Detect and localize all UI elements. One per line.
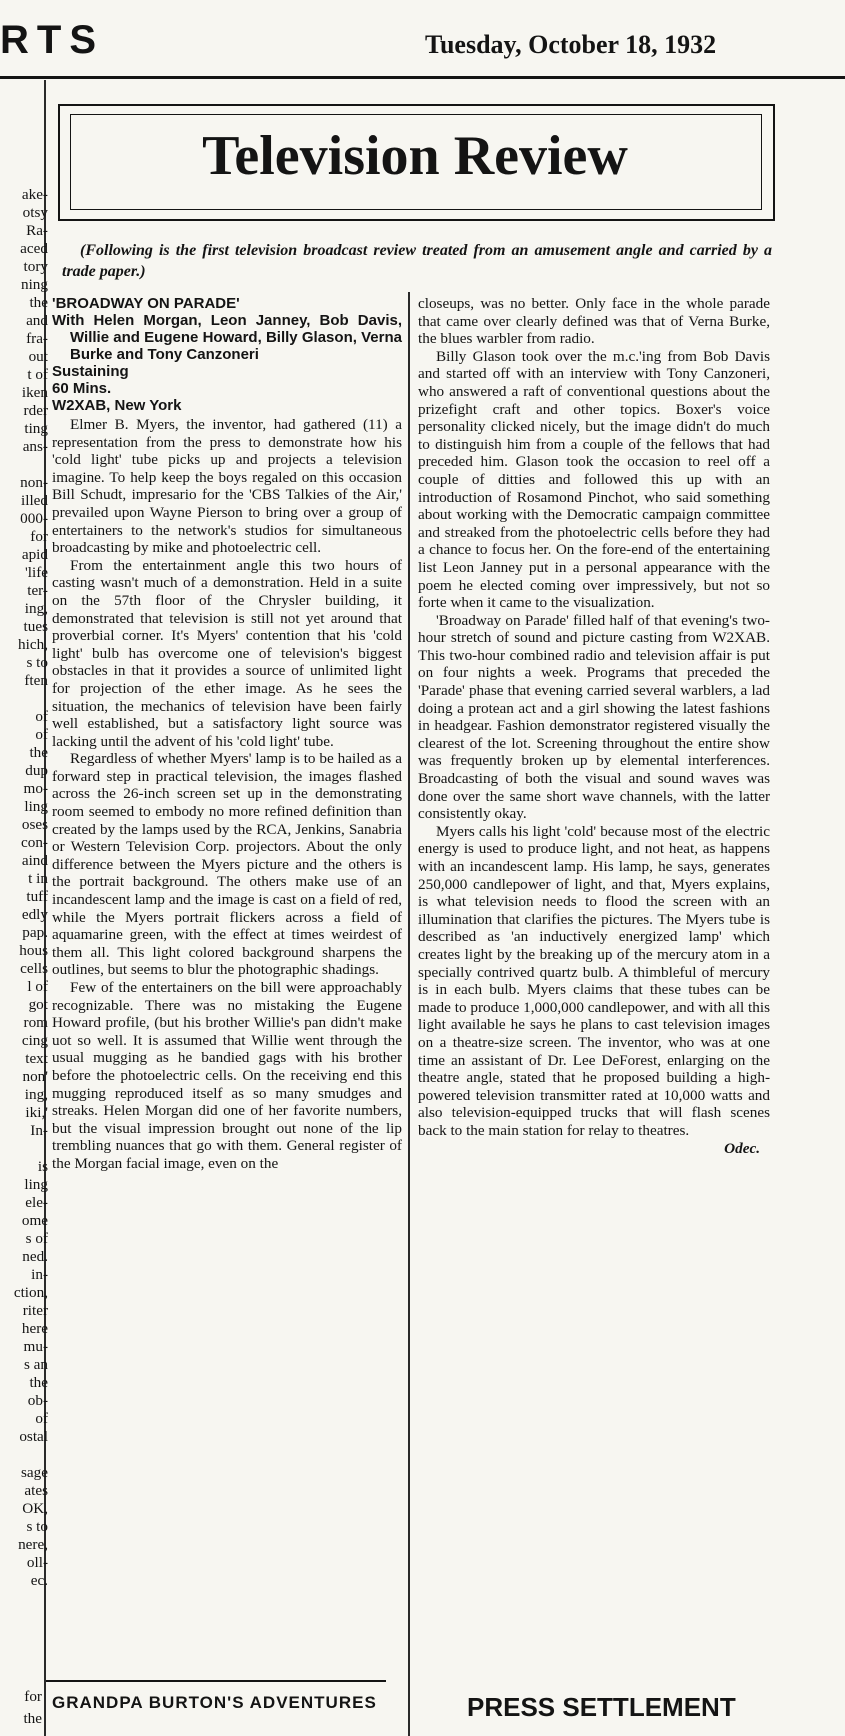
article-title: Television Review	[202, 125, 628, 187]
issue-date: Tuesday, October 18, 1932	[425, 30, 717, 59]
fragment-line: s to	[26, 654, 48, 671]
fragment-line: t of	[27, 366, 48, 383]
paragraph: closeups, was no better. Only face in the whole parade that came over clearly defined was that of Verna Burke, the blues warbler from radio.	[418, 295, 770, 348]
fragment-line: oses	[21, 816, 48, 833]
review-heading	[52, 295, 402, 414]
header-rule	[0, 76, 845, 79]
fragment-line: riter	[22, 1302, 48, 1319]
author-signature: Odec.	[724, 1139, 760, 1157]
fragment-line: otsy	[22, 204, 48, 221]
fragment-line: tuff	[26, 888, 48, 905]
fragment-line: in-	[31, 1266, 48, 1283]
fragment-line: non-	[20, 474, 48, 491]
fragment-line: aind	[21, 852, 48, 869]
press-settlement-heading: PRESS SETTLEMENT	[467, 1692, 736, 1722]
fragment-line: of	[35, 726, 48, 743]
fragment-line: Ra-	[26, 222, 48, 239]
paragraph: From the entertainment angle this two hours of casting wasn't much of a demonstration. Held in a suite on the 57th floor of the Chrysler building, it demonstrated that television is still not yet around that proverbial corner. It's Myers' contention that his 'cold light' bulb has overcome one of television's biggest obstacles in that it provides a source of unlimited light for projection of the ether image. As he sees the situation, the mechanics of television have been fairly well established, but a satisfactory light source was lacking until the advent of his 'cold light' tube.	[52, 556, 402, 750]
fragment-line: here	[21, 1320, 48, 1337]
fragment-line: tues	[23, 618, 48, 635]
fragment-line: rder	[23, 402, 48, 419]
fragment-line: non'	[22, 1068, 48, 1085]
fragment-line: ling	[24, 798, 48, 815]
fragment-line: 'life	[25, 564, 48, 581]
fragment-line: ction,	[13, 1284, 48, 1301]
fragment-line: s of	[25, 1230, 48, 1247]
fragment-line: dup	[25, 762, 48, 779]
fragment-line: iken	[21, 384, 48, 401]
fragment-line: text	[25, 1050, 48, 1067]
fragment-line: for	[24, 1688, 42, 1705]
fragment-line: for	[30, 528, 48, 545]
fragment-line: l of	[27, 978, 48, 995]
fragment-line: hous	[19, 942, 48, 959]
fragment-line: ob-	[27, 1392, 48, 1409]
paragraph: Elmer B. Myers, the inventor, had gathered (11) a representation from the press to demonstrate how his 'cold light' tube picks up and projects a television imagine. To help keep the boys regaled on this occasion Bill Schudt, impresario for the 'CBS Talkies of the Air,' prevailed upon Wayne Pierson to bring over a group of entertainers to the network's studios for simultaneous broadcasting by mike and photoelectric cell.	[52, 416, 402, 557]
next-article-heading: GRANDPA BURTON'S ADVENTURES	[52, 1693, 377, 1712]
fragment-line: ates	[24, 1482, 48, 1499]
fragment-line: ned.	[22, 1248, 48, 1265]
fragment-line: the	[29, 1374, 48, 1391]
fragment-line: of	[35, 1410, 48, 1427]
show-duration: 60 Mins.	[52, 380, 112, 397]
section-header: RTS	[0, 18, 104, 62]
paragraph: Few of the entertainers on the bill were approachably recognizable. There was no mistaking the Eugene Howard profile, (but his brother Willie's pan didn't make uot so well. It is assumed that Willie went through the usual mugging as he bandied gags with his brother before the photoelectric cells. On the receiving end this mugging reproduced itself as so many smudges and streaks. Helen Morgan did one of her favorite numbers, but the visual impression brought out none of the lip trembling nuances that go with them. General register of the Morgan facial image, even on the	[52, 979, 402, 1172]
column-rule-middle	[408, 292, 410, 1736]
fragment-line: rom	[23, 1014, 48, 1031]
fragment-line: the	[29, 744, 48, 761]
article-column-2	[418, 295, 770, 1157]
article-column-1	[52, 295, 402, 1173]
fragment-line: ake-	[21, 186, 48, 203]
fragment-line: ning	[20, 276, 48, 293]
fragment-line: aced	[20, 240, 48, 257]
fragment-line: and	[26, 312, 48, 329]
fragment-line: is	[37, 1158, 48, 1175]
fragment-line: ele-	[25, 1194, 48, 1211]
fragment-line: of	[35, 708, 48, 725]
fragment-line: the	[23, 1710, 42, 1727]
fragment-line: tory	[23, 258, 48, 275]
fragment-line: hich,	[18, 636, 48, 653]
bottom-left-fragments	[0, 1686, 42, 1730]
fragment-line: ften	[24, 672, 48, 689]
fragment-line: ing,	[24, 1086, 48, 1103]
paragraph: Billy Glason took over the m.c.'ing from Bob Davis and started off with an interview with Tony Canzoneri, who answered a raft of conventional questions about the prizefight craft and other topics. Boxer's voice personality clicked nicely, but the image didn't do much to distinguish him from a couple of the fellows that had preceded him. Glason took the occasion to reel off a couple of ditties and followed this up with an introduction of Rosamond Pinchot, who said something about working with the Democratic campaign committee and streaked from the photoelectric cells before they had a chance to focus her. On the fore-end of the entertaining list Leon Janney put in a personal appearance with the poem he elected coming over impressively, but not so forte when it came to the visualization.	[418, 347, 770, 612]
fragment-line: s to	[26, 1518, 48, 1535]
fragment-line: In-	[30, 1122, 48, 1139]
fragment-line: con-	[21, 834, 48, 851]
fragment-line: oll-	[26, 1554, 48, 1571]
fragment-line: mu-	[23, 1338, 48, 1355]
show-sponsor: Sustaining	[52, 363, 129, 380]
bottom-rule	[46, 1680, 386, 1682]
fragment-line: sage	[21, 1464, 48, 1481]
fragment-line: t in	[28, 870, 48, 887]
fragment-line: OK,	[22, 1500, 48, 1517]
fragment-line: apid	[21, 546, 48, 563]
fragment-line: ting	[24, 420, 48, 437]
fragment-line: s an	[23, 1356, 48, 1373]
fragment-line: iki,'	[25, 1104, 48, 1121]
fragment-line: out	[28, 348, 48, 365]
paragraph: Regardless of whether Myers' lamp is to be hailed as a forward step in practical television, the images flashed across the 26-inch screen set up in the demonstrating room seemed to embody no more refined definition than created by the lamps used by the RCA, Jenkins, Sanabria or Western Television Corp. projectors. About the only difference between the Myers picture and the others is the portrait background. The others make use of an incandescent lamp and the image is cast on a field of red, while the Myers portrait flickers across a field of aquamarine green, with the effect at times weirdest of them all. This light colored background sharpens the outlines, but seems to blur the photographic shadings.	[52, 750, 402, 979]
paragraph: Myers calls his light 'cold' because most of the electric energy is used to produce light, and not heat, as happens with an incandescent lamp. His lamp, he says, generates 250,000 candlepower of light, and that, Myers explains, is what television needs to flood the screen with an illumination that clarifies the pictures. The Myers tube is described as 'an inductively energized lamp' which creates light by the breaking up of the mercury atom in a specially contrived quartz bulb. A thimbleful of mercury is in each bulb. Myers claims that these tubes can be made to produce 1,000,000 candlepower, and with all this light available he says he plans to cast television images on a theatre-size screen. The inventor, who was at one time an assistant of Dr. Lee DeForest, enlarging on the theatre angle, stated that he proposed building a high-powered television transmitter rated at 10,000 watts and also television-equipped trucks that will flash scenes back to the main station for relay to theatres.	[418, 822, 770, 1139]
fragment-line: pap.	[22, 924, 48, 941]
paragraph: 'Broadway on Parade' filled half of that evening's two-hour stretch of sound and picture casting from W2XAB. This two-hour combined radio and television affair is put on four nights a week. Programs that preceded the 'Parade' phase that evening carried several warblers, a lad doing a protean act and a girl showing the latest fashions in headgear. Fashion demonstrator registered visually the clearest of the lot. Screening throughout the entire show was frequently broken up by elemental interferences. Broadcasting of both the visual and sound waves was done over the same short wave channels, with the latter consistently okay.	[418, 611, 770, 823]
fragment-line: edly	[21, 906, 48, 923]
fragment-line: ans-	[22, 438, 48, 455]
fragment-line: 000-	[20, 510, 48, 527]
fragment-line: nere,	[18, 1536, 48, 1553]
fragment-line: ing,	[24, 600, 48, 617]
article-intro: (Following is the first television broadcast review treated from an amusement angle and carried by a trade paper.)	[62, 242, 772, 280]
fragment-line: ling	[24, 1176, 48, 1193]
fragment-line: cells	[20, 960, 48, 977]
fragment-line: ostal	[19, 1428, 48, 1445]
fragment-line: illed	[21, 492, 48, 509]
fragment-line: got	[28, 996, 48, 1013]
fragment-line: ec.	[30, 1572, 48, 1589]
fragment-line: ome	[21, 1212, 48, 1229]
show-station: W2XAB, New York	[52, 397, 182, 414]
fragment-line: the	[29, 294, 48, 311]
fragment-line: ter-	[27, 582, 48, 599]
show-cast: With Helen Morgan, Leon Janney, Bob Davis, Willie and Eugene Howard, Billy Glason, Verna Burke and Tony Canzoneri	[52, 312, 402, 363]
show-name: 'BROADWAY ON PARADE'	[52, 295, 240, 312]
fragment-line: cing	[21, 1032, 48, 1049]
fragment-line: fra-	[26, 330, 48, 347]
fragment-line: mo-	[23, 780, 48, 797]
